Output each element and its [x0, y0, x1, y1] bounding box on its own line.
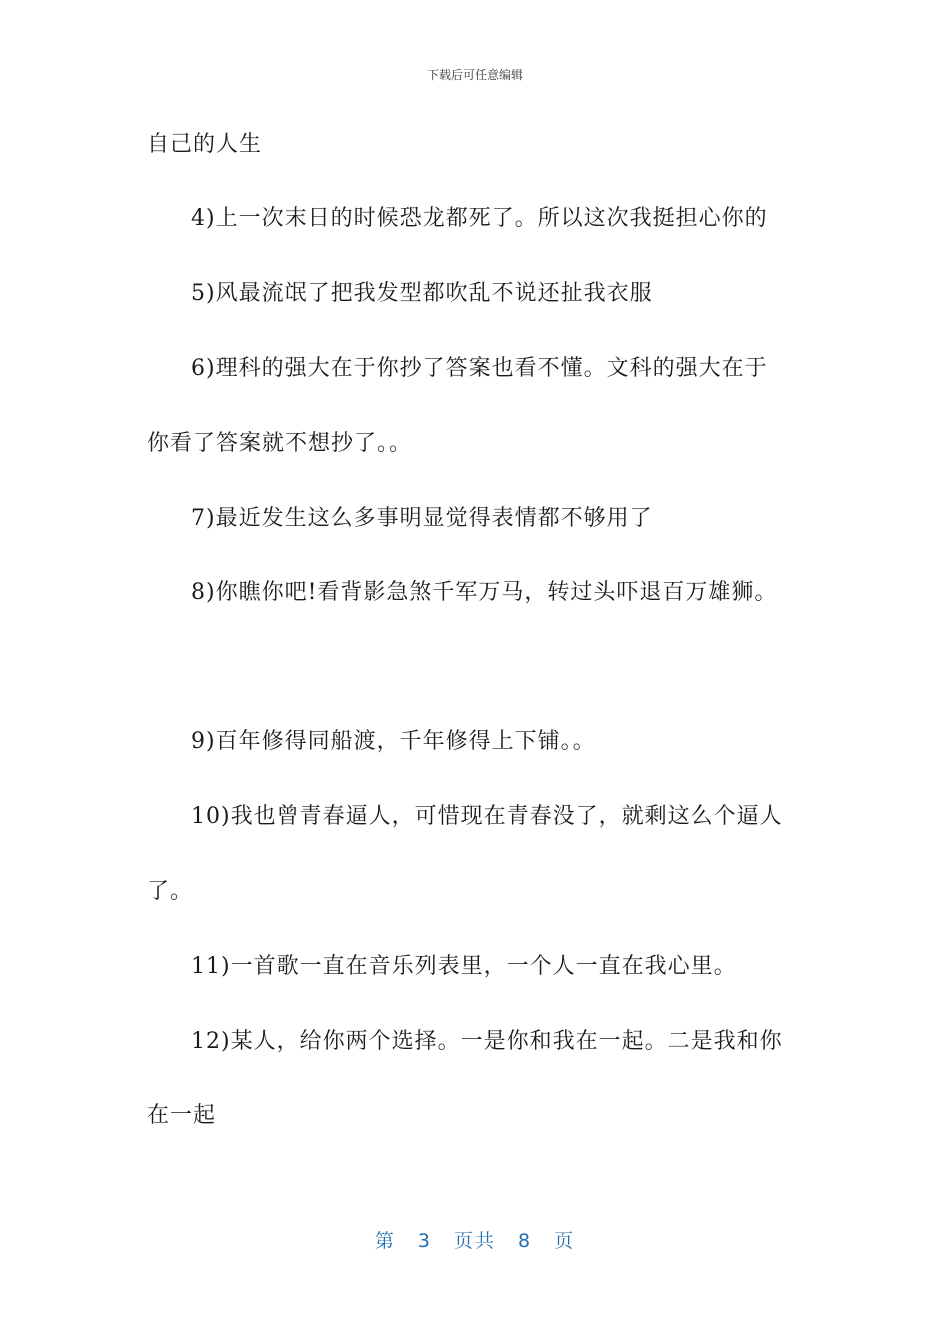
page-footer	[0, 1226, 950, 1253]
text-line: 6)理科的强大在于你抄了答案也看不懂。文科的强大在于	[191, 356, 768, 381]
text-line: 9)百年修得同船渡，千年修得上下铺。。	[191, 729, 596, 754]
text-line: 11)一首歌一直在音乐列表里，一个人一直在我心里。	[191, 954, 737, 979]
footer-middle: 页共	[453, 1230, 496, 1252]
text-line: 自己的人生	[147, 132, 263, 157]
text-line: 7)最近发生这么多事明显觉得表情都不够用了	[191, 506, 653, 531]
text-line: 在一起	[147, 1103, 217, 1128]
text-line: 了。	[147, 879, 194, 904]
text-line: 4)上一次末日的时候恐龙都死了。所以这次我挺担心你的	[191, 206, 768, 231]
text-line: 你看了答案就不想抄了。。	[147, 431, 413, 456]
text-line: 12)某人，给你两个选择。一是你和我在一起。二是我和你	[191, 1029, 783, 1054]
text-line: 10)我也曾青春逼人，可惜现在青春没了，就剩这么个逼人	[191, 804, 783, 829]
text-line: 5)风最流氓了把我发型都吹乱不说还扯我衣服	[191, 281, 653, 306]
footer-suffix: 页	[554, 1230, 576, 1252]
footer-total-pages: 8	[518, 1230, 533, 1252]
text-line: 8)你瞧你吧!看背影急煞千军万马，转过头吓退百万雄狮。	[191, 580, 778, 605]
footer-prefix: 第	[374, 1230, 396, 1252]
header-note: 下载后可任意编辑	[426, 68, 523, 82]
footer-current-page: 3	[417, 1230, 432, 1252]
